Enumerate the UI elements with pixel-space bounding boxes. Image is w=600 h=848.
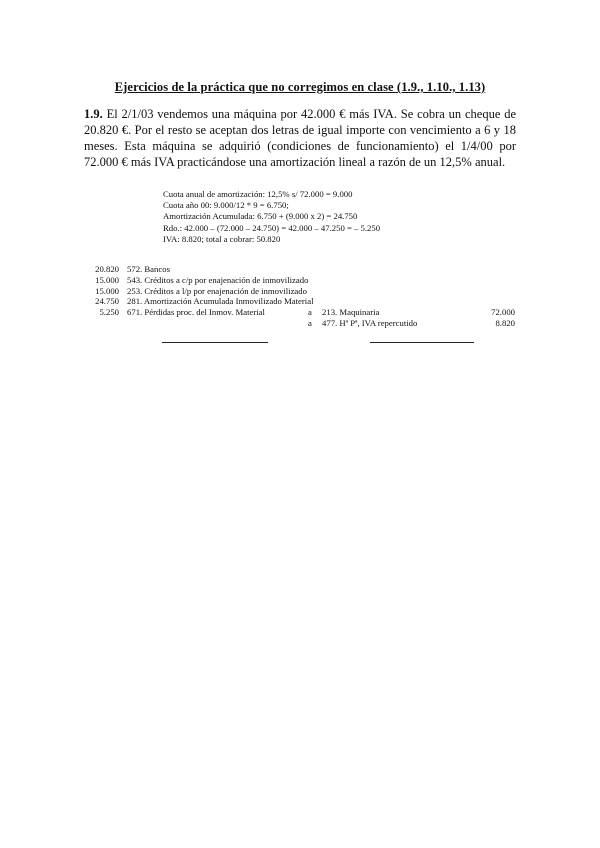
journal-row (0, 318, 600, 329)
journal-row (0, 286, 600, 297)
entry-separator-left (162, 342, 268, 343)
credit-account: 477. Hª Pª, IVA repercutido (322, 317, 418, 328)
debit-amount: 15.000 (95, 285, 119, 296)
journal-row (0, 296, 600, 307)
calculation-block (163, 189, 380, 245)
calc-line-annual-quota: Cuota anual de amortización: 12,5% s/ 72.000 = 9.000 (163, 189, 353, 199)
exercise-statement (84, 106, 516, 170)
debit-amount: 5.250 (99, 307, 119, 318)
calc-line-result: Rdo.: 42.000 – (72.000 – 24.750) = 42.000 – 47.250 = – 5.250 (163, 222, 381, 233)
calc-line-accumulated: Amortización Acumulada: 6.750 + (9.000 x 2) = 24.750 (163, 211, 358, 222)
debit-account: 671. Pérdidas proc. del Inmov. Material (127, 307, 265, 318)
entry-separator-right (370, 342, 474, 343)
debit-account: 253. Créditos a l/p por enajenación de inmovilizado (127, 285, 307, 296)
journal-entry (0, 264, 600, 329)
calc-line-vat-total: IVA: 8.820; total a cobrar: 50.820 (163, 233, 281, 244)
page-title: Ejercicios de la práctica que no corregimos en clase (1.9., 1.10., 1.13) (114, 80, 486, 94)
debit-amount: 24.750 (95, 296, 119, 307)
debit-amount: 20.820 (95, 264, 119, 274)
journal-row (0, 264, 600, 275)
calc-line-year-quota: Cuota año 00: 9.000/12 * 9 = 6.750; (163, 200, 289, 211)
journal-row (0, 275, 600, 286)
credit-marker: a (308, 317, 312, 328)
debit-account: 572. Bancos (127, 264, 170, 274)
credit-amount: 8.820 (495, 317, 515, 328)
credit-amount: 72.000 (491, 307, 515, 318)
debit-account: 281. Amortización Acumulada Inmovilizado Material (127, 296, 314, 307)
debit-account: 543. Créditos a c/p por enajenación de inmovilizado (127, 274, 309, 285)
exercise-number: 1.9. (84, 107, 103, 121)
credit-account: 213. Maquinaria (322, 307, 380, 318)
exercise-text: El 2/1/03 vendemos una máquina por 42.000 € más IVA. Se cobra un cheque de 20.820 €. Por el resto se aceptan dos letras de igual importe con vencimiento a 6 y 18 meses. Esta máquina se adquirió (condiciones de funcionamiento) el 1/4/00 por 72.000 € más IVA practicándose una amortización lineal a razón de un 12,5% anual. (84, 107, 517, 169)
journal-row (0, 307, 600, 318)
credit-marker: a (308, 307, 312, 318)
debit-amount: 15.000 (95, 274, 119, 285)
